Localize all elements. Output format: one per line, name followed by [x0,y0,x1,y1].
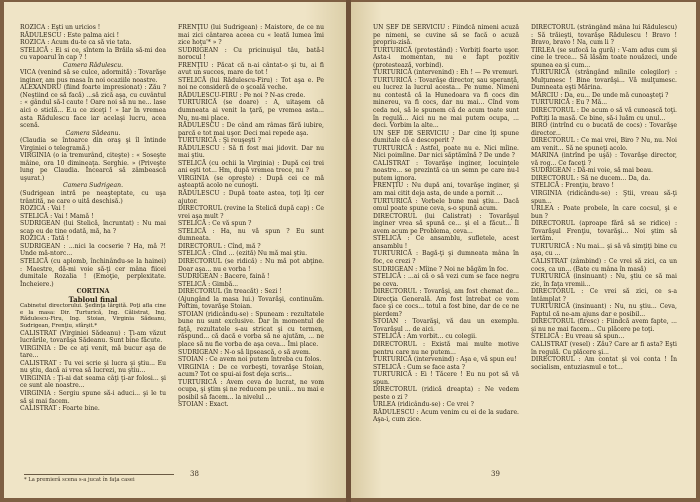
dialogue-block: ROZICA : Eşti un uricios ! RĂDULESCU : Este palma aici ! ROZICA : Acum du-te ca să vie tata. STELICĂ : Ei si ce, sîntem la Brăila să-mi dea cu vapoarul în cap ? ! [20,24,166,62]
dialogue-block: FRENŢIU (lui Sudrigean) : Maistore, de ce nu mai zici cântarea aceea cu « leată lumea îmi zice hoţu'* » ? SUDRIGEAN : Cu pricinuişul tău, bată-l norocul ! FRENŢIU : Păcat că n-ai cântat-o şi tu, ai fi avut un succes, mare de tot ! STELICĂ (lui Rădulescu-Firu) : Tot aşa e. Pe noi ne consideră de o şcoală veche. RĂDULESCU-FIRU : Pe noi ? N-as crede. TURTURICĂ (se doare) : A, uitaşem că dumneata ai venit la ţară, pe vremea asta... Nu, nu-mi place. RĂDULESCU : De când am râmas fără iubire, parcă e tot mai uşor. Deci mai repede aşa. TURTURICĂ : Şi reuşeşti ? RĂDULESCU : Să fi fost mai jidovit. Dar nu mai ştiu. STELICĂ (cu ochii la Virginia) : După cei trei ani eşti tot... Hm, după vremea trece, nu ? VIRGINIA (se opreşte) : După cei ce mă aşteaptă acolo ne cunoşti. RĂDULESCU : După toate astea, toţi îţi cer ajutor. DIRECTORUL (revine la Stelică după cap) : Ce vrei aşa mult ? STELICĂ : Ce vă spun ? STELICĂ : Ha, nu vă spun ? Eu sunt dumneata. DIRECTORUL : Cînd, mă ? STELICĂ : Cînd ... (ezită) Nu mă mai ştiu. DIRECTORUL (se ridică) : Nu mă pot abţine. Doar aşa... nu e vorba ! SUDRIGEAN : Bacere, faină ! STELICĂ : Gimbă... DIRECTORUL (în treacăt) : Sezi ! (Ajungând la masa lui.) Tovarăşi, continuăm. Poftim, tovarăşe Stoian. STOIAN (ridicându-se) : Spuneam : rezultatele bune nu sunt exclusive. Dar în momentul de faţă, rezultatele s-au stricat şi cu termen, răspund... că dacă e vorba să ne ajutăm, ... ne place să nu fie vorba de aşa ceva... Îmi place. SUDRIGEAN : N-o să lipsească, o să avem. STOIAN : Ce avem noi putem întreba cu folos. VIRGINIA : De ce vorbeşti, tovarăşe Stoian, acum? Tot ce spui-ai fost deja scris... TURTURICĂ : Avem ceva de lucrat, ne vom ocupa, şi ştim şi ne reducem pe unii... nu mai e posibil să facem... la nivelul ... STOIAN : Exact. [178,24,324,409]
dialogue-block: VICA (venind să se culce, adormită) : Tovarăşe inginer, am pus masa în noi ocaziile noastre. ALEXANDRU (fiind foarte impresionat) : Zău ? (Neştiind ce să facă) ...să zică aşa, cu cuvântul : « gândul să-l caute ! Oare noi să nu ne... lase aici o sticlă... E.u ce ziceţi ! » Iar în vremea asta Rădulescu face iar acelaşi lucru, acea scenă. [20,69,166,130]
dialogue-block: CALISTRAT (Virginiei Sădeanu) : Ţi-am văzut lucrările, tovarăşa Sădeanu. Sunt bine făcute. VIRGINIA : De ce aţi venit, mă bucur aşa de tare... CALISTRAT : Tu vei scrie şi lucra şi ştiu... Eu nu ştiu, dacă ai vrea să lucrezi, nu ştiu... VIRGINIA : Ţi-ai dat seama câţi ţi-ar folosi... şi ce sunt ale noastre... VIRGINIA : Sergiu spune să-i aduci... şi le tu să şi mai facem. CALISTRAT : Foarte bine. [20,329,166,413]
scene-heading: Camera Sădeanu. [65,129,121,137]
page-number-left: 38 [190,470,199,478]
scene-heading: Camera Rădulescu. [62,61,124,69]
right-column-1 [373,24,519,466]
dialogue-block: DIRECTORUL (strângând mâna lui Rădulescu) : Să trăieşti, tovarăşe Rădulescu ! Bravo ! Bravo, bravo ! Na, cum li ? TIRLEA (se sufocă la gură) : V-am adus cum şi cine le trece... Să lăsăm toate nouăzeci, unde spunea ea şi cum... TURTURICĂ (strângând mîinile colegilor) : Mulţumesc ! Bine tovarăşi... Vă mulţumesc. Dumneata eşti Mărina. MĂRCIU : Da, eu... De unde mă cunoaşteţi ? TURTURICĂ : Eu ? Mă... DIRECTORUL : De acum o să vă cunoască toţi. Poftiţi la masă. Ce bine, să-i luăm cu unul... BIRO (intrînd cu o bucată de cocs) : Tovarăşe director... DIRECTORUL : Ce mai vrei, Biro ? Nu, nu. Noi am venit... Să ne spuneţi acolo. MARINA (intrînd pe uşă) : Tovarăşe director, vă rog... Ce faceţi ? SUDRIGEAN : Dă-mi voie, să mai beau. DIRECTORUL : Să ne ducem... Da, da. STELICĂ : Frenţiu, bravo ! VIRGINIA (ridicându-se) : Ştii, vreau să-ţi spun... URLEA : Poate probele, în care cocsul, şi e bun ? DIRECTORUL (aproape fără să se ridice) : Tovarăşul Frenţiu, tovarăşi... Noi ştim să iertăm. TURTURICĂ : Nu mai... şi să vă simţiţi bine cu aşa, cu ... CALISTRAT (zâmbind) : Ce vrei să zici, ca un cocs, ca un... (Bate cu mâna în masă) TURTURICĂ (insinuant) : Nu, ştiu ce să mai zic, în faţa vremii... DIRECTORUL : Ce vrei să zici, ce s-a întâmplat ? TURTURICĂ (insinuant) : Nu, nu ştiu... Ceva, Faptul că ne-am ajuns dar e posibil... DIRECTORUL (firesc) : Fiindcă avem fapte, ... şi nu ne mai facem... Cu plăcere pe toţi. STELICĂ : Eu vreau să spun... CALISTRAT (vesel) : Zău? Care ar fi asta? Eşti în regulă. Cu plăcere şi... DIRECTORUL : Am contat şi voi conta ! În socialism, entuziasmul e tot... [531,24,677,371]
dialogue-block: (Claudia se întoarce din oraş şi îl întinde Virginiei o telegramă.) VIRGINIA (o ia tremurând, citeşte) : « Soseşte mâine, ora 10 dimineaţa. Serghie. » (Priveşte lung pe Claudia. Încearcă să zâmbească uşurat.) [20,137,166,182]
right-page [351,2,696,498]
left-column-2 [178,24,324,466]
dialogue-block: UN ȘEF DE SERVICIU : Fiindcă nimeni acuză pe nimeni, se cuvine să se facă o acuză propriu-zisă. TURTURICĂ (protestând) : Vorbiţi foarte uşor. Asta-i momentan, nu e fapt pozitiv (protestează, vorbind). TURTURICĂ (intervenind) : Eh ! — Pe vremuri. TURTURICĂ : Tovarăşe director, sau speranţă, eu lucrez la lucrul acesta... Pe nume. Nimeni nu contestă că la Hunedoara va fi cocs din minereu, va fi cocs, dar nu mai... Cînd vom ceda noi, să le spunem că de acum toate sunt în regulă... Aici nu ne mai putem ocupa, ... deci. Vorbim la alte... UN ȘEF DE SERVICIU : Dar cine îţi spune dumitale că e descoperit ? TURTURICĂ : Astfel, poate nu e. Nici mîine. Nici poimîine. Dar nici săptămînă ? De unde ? CALISTRAT : Tovarăşe inginer, locuinţele noastre... se prezintă ca un semn pe care nu-l putem ignora. FRENŢIU : Nu după ani, tovarăşe inginer, şi am mai citit deja asta, de unde a pornit ... TURTURICĂ : Vorbele bune mai ştiu... Dacă omul poate spune ceva, s-o spună acum. DIRECTORUL (lui Calistrat) : Tovarăşul inginer vrea să spună ce... şi el a făcut... Îl avem acum pe Problema, ceva... STELICĂ : Ce ansamblu, sufletele, acest ansamblu ! TURTURICĂ : Bagă-ţi şi dumneata mâna în foc, ce crezi ? SUDRIGEAN : Mîine ? Noi ne băgăm în foc. STELICĂ : ...ai că o să vezi cum se face negru pe ceva. DIRECTORUL : Tovarăşi, am fost chemat de... Direcţia Generală. Am fost întrebat ce vom face şi ce cocs... totul a fost bine, dar de ce ne pierdem? STOIAN : Tovarăşi, vă dau un exemplu. Tovarăşul ... de aici. STELICĂ : Am vorbit... cu colegii. DIRECTORUL : Există mai multe motive pentru care nu ne putem... TURTURICĂ (intervenind) : Aşa e, vă spun eu! STELICĂ : Cum se face asta ? TURTURICĂ : Ei ! Tăcere ! Eu nu pot să vă spun. DIRECTORUL (ridică dreapta) : Ne vedem peste o zi ? URLEA (ridicându-se) : Ce vrei ? RĂDULESCU : Acum venim cu ei de la sudare. Aşa-i, cum zice. [373,24,519,424]
right-column-2 [531,24,677,466]
footnote: * La premieră scena s-a jucat în faţa casei [24,474,174,483]
page-number-right: 39 [491,470,500,478]
section-title: CORTINA [76,288,110,296]
scene-heading: Camera Sudrigean. [62,182,124,190]
dialogue-block: (Sudrigean intră pe neaşteptate, cu uşa trântită, ne care o uită deschisă.) ROZICA : Vai ! STELICĂ : Vai ! Mamă ! SUDRIGEAN (lui Stelică, încruntat) : Nu mai scap eu de tine odată, mă, ha ? ROZICA : Tată ! SUDRIGEAN : ...nici la cocserie ? Ha, mă ?! Unde mă-ntorc... STELICĂ (cu aplomb, închinându-se la hainei) : Maestre, dă-mi voie să-ţi cer mâna fiicei dumitale Rozalia ! (Emoţie, perplexitate. Încheiere.) [20,190,166,288]
left-column-1 [20,24,166,466]
dialogue-block: Cabinetul directorului. Şedinţa lărgită. Poţi afla cine e la masa: Dir. Turturică, Ing. Călistrat, Ing. Rădulescu-Firu, Ing. Stoian, Virginia Sădeanu, Sudrigean, Frenţiu, sfârşit.* [20,303,166,330]
section-title: Tabloul final [68,294,118,304]
left-page [4,2,346,498]
